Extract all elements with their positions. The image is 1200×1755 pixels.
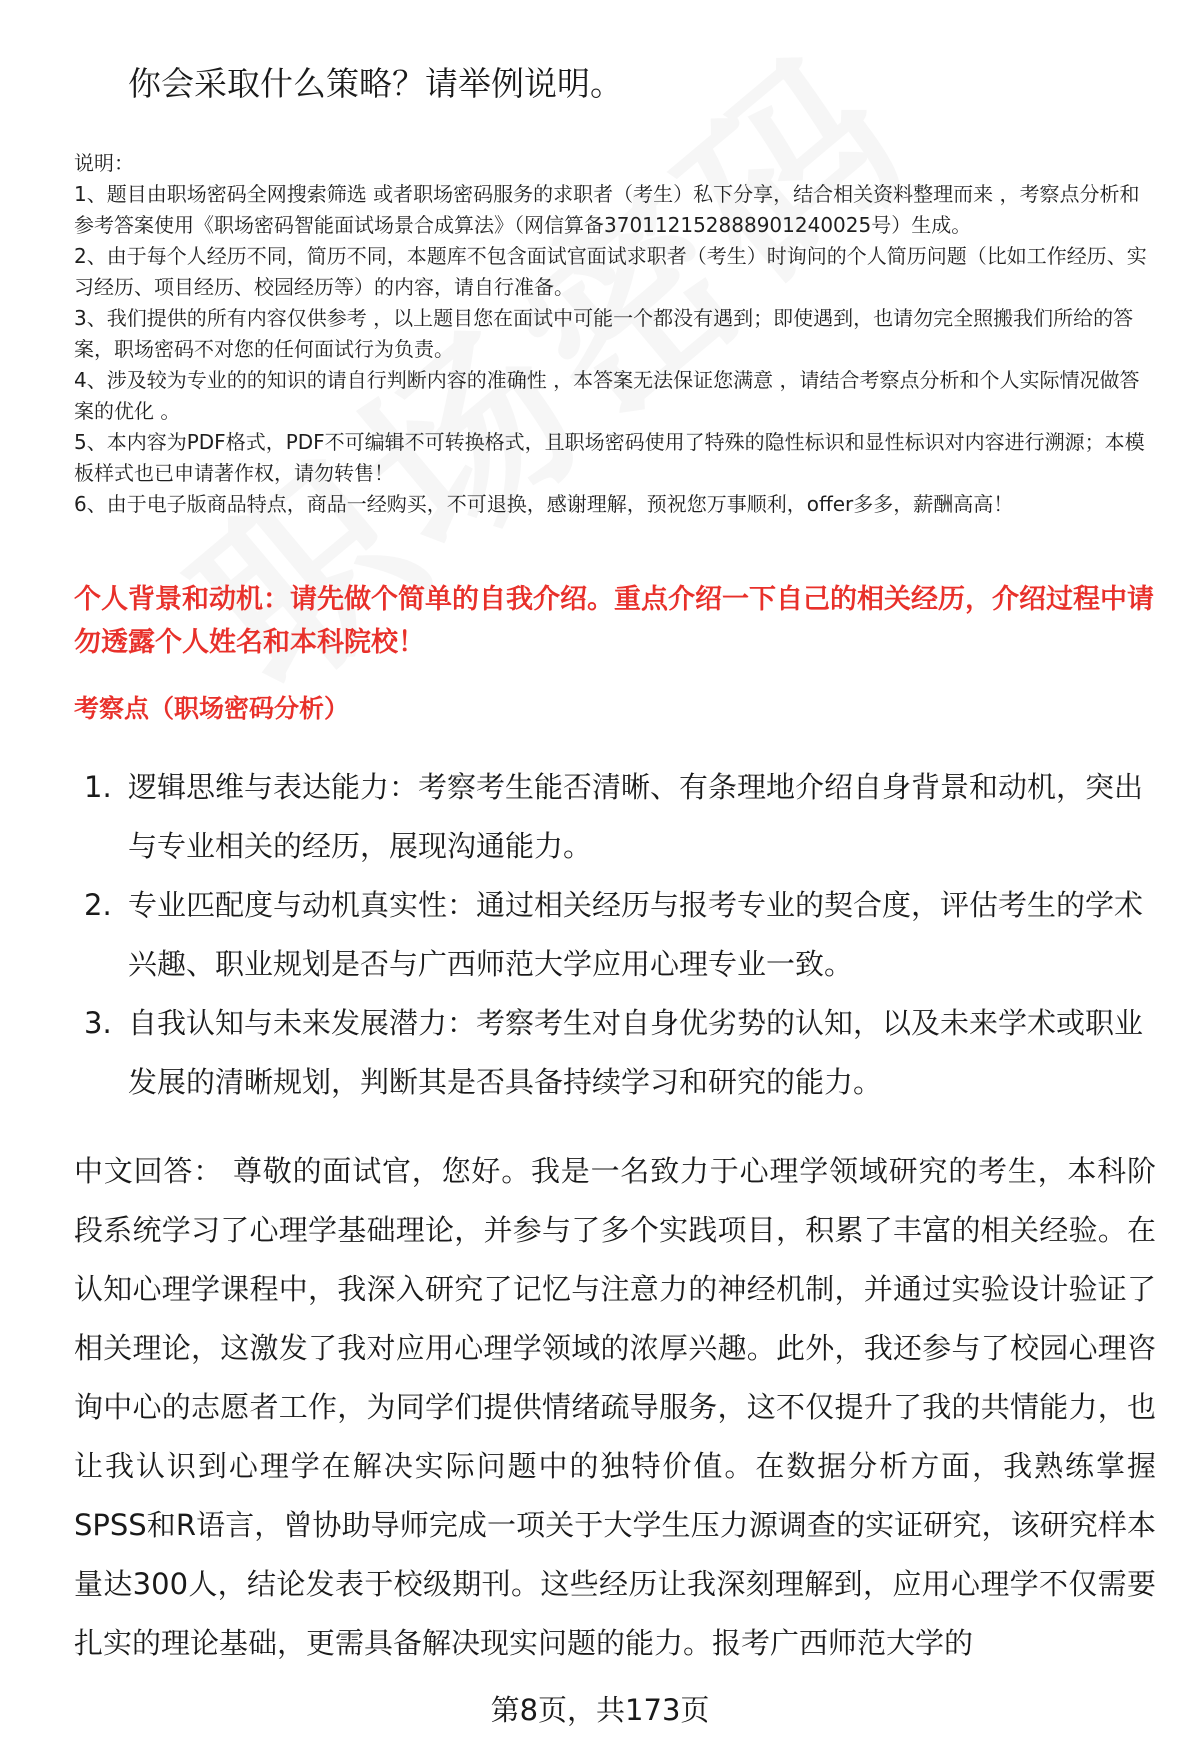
list-item-text: 专业匹配度与动机真实性：通过相关经历与报考专业的契合度，评估考生的学术兴趣、职业规划是否与广西师范大学应用心理专业一致。: [128, 888, 1144, 981]
note-item: 4、涉及较为专业的的知识的请自行判断内容的准确性 ，本答案无法保证您满意 ，请结合考察点分析和个人实际情况做答案的优化 。: [74, 368, 1140, 423]
note-item: 5、本内容为PDF格式，PDF不可编辑不可转换格式，且职场密码使用了特殊的隐性标识和显性标识对内容进行溯源；本模板样式也已申请著作权，请勿转售！: [74, 430, 1145, 485]
list-item-number: 2.: [84, 888, 112, 922]
analysis-heading: 考察点（职场密码分析）: [74, 694, 350, 723]
notes-title: 说明：: [74, 151, 134, 175]
question-heading: 个人背景和动机：请先做个简单的自我介绍。重点介绍一下自己的相关经历，介绍过程中请勿透露个人姓名和本科院校！: [74, 584, 1154, 658]
list-item-number: 3.: [84, 1006, 112, 1040]
note-item: 1、题目由职场密码全网搜索筛选 或者职场密码服务的求职者（考生）私下分享，结合相关资料整理而来 ，考察点分析和参考答案使用《职场密码智能面试场景合成算法》（网信算备370112152888901240025号）生成。: [74, 182, 1140, 237]
notes-block: [74, 148, 1154, 520]
list-item: [74, 994, 1154, 1112]
analysis-points-list: [74, 758, 1154, 1112]
continued-question: 你会采取什么策略？请举例说明。: [128, 64, 623, 103]
list-item-number: 1.: [84, 770, 112, 804]
answer-paragraph: 中文回答： 尊敬的面试官，您好。我是一名致力于心理学领域研究的考生，本科阶段系统学习了心理学基础理论，并参与了多个实践项目，积累了丰富的相关经验。在认知心理学课程中，我深入研究了记忆与注意力的神经机制，并通过实验设计验证了相关理论，这激发了我对应用心理学领域的浓厚兴趣。此外，我还参与了校园心理咨询中心的志愿者工作，为同学们提供情绪疏导服务，这不仅提升了我的共情能力，也让我认识到心理学在解决实际问题中的独特价值。在数据分析方面，我熟练掌握SPSS和R语言，曾协助导师完成一项关于大学生压力源调查的实证研究，该研究样本量达300人，结论发表于校级期刊。这些经历让我深刻理解到，应用心理学不仅需要扎实的理论基础，更需具备解决现实问题的能力。报考广西师范大学的: [74, 1154, 1156, 1660]
list-item: [74, 876, 1154, 994]
note-item: 6、由于电子版商品特点，商品一经购买，不可退换，感谢理解，预祝您万事顺利，offer多多，薪酬高高！: [74, 492, 1014, 516]
note-item: 3、我们提供的所有内容仅供参考 ，以上题目您在面试中可能一个都没有遇到；即使遇到，也请勿完全照搬我们所给的答案，职场密码不对您的任何面试行为负责。: [74, 306, 1134, 361]
list-item: [74, 758, 1154, 876]
page-number-footer: 第8页，共173页: [490, 1693, 710, 1727]
list-item-text: 自我认知与未来发展潜力：考察考生对自身优劣势的认知，以及未来学术或职业发展的清晰规划，判断其是否具备持续学习和研究的能力。: [128, 1006, 1144, 1099]
note-item: 2、由于每个人经历不同，简历不同，本题库不包含面试官面试求职者（考生）时询问的个人简历问题（比如工作经历、实习经历、项目经历、校园经历等）的内容，请自行准备。: [74, 244, 1147, 299]
list-item-text: 逻辑思维与表达能力：考察考生能否清晰、有条理地介绍自身背景和动机，突出与专业相关的经历，展现沟通能力。: [128, 770, 1144, 863]
